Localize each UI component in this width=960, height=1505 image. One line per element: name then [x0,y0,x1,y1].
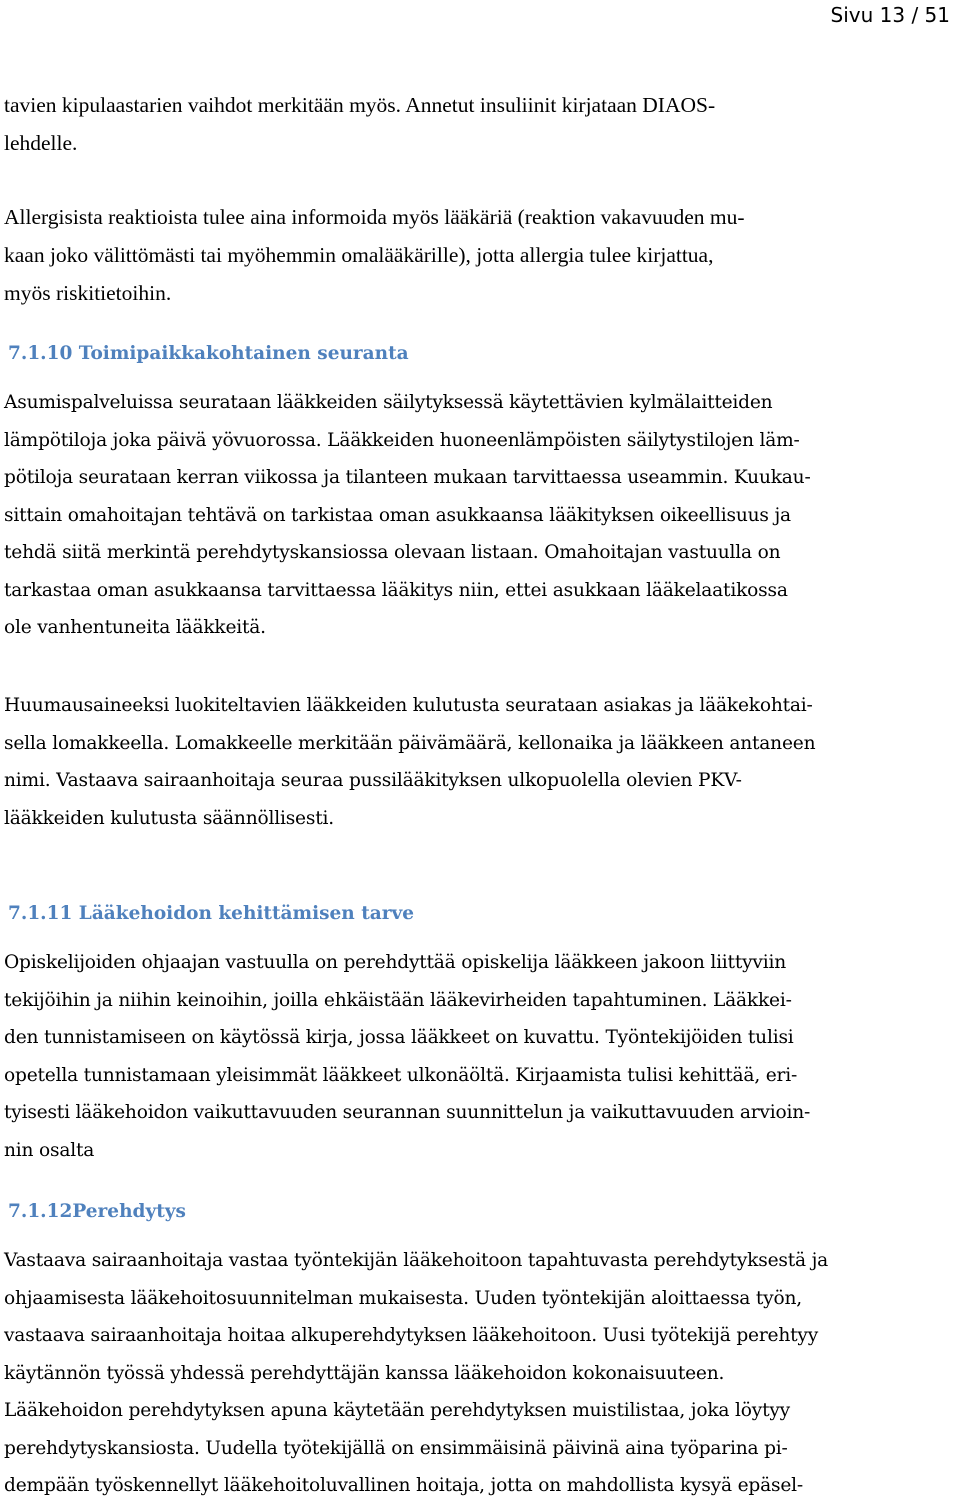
text-line: lämpötiloja joka päivä yövuorossa. Lääkkeiden huoneenlämpöisten säilytystilojen läm- [4,429,800,451]
text-line: kaan joko välittömästi tai myöhemmin omalääkärille), jotta allergia tulee kirjattua, [4,243,714,267]
text-line: nin osalta [4,1139,95,1161]
text-line: sittain omahoitajan tehtävä on tarkistaa oman asukkaansa lääkityksen oikeellisuus ja [4,504,791,526]
text-line: nimi. Vastaava sairaanhoitaja seuraa pussilääkityksen ulkopuolella olevien PKV- [4,770,742,791]
text-line: lehdelle. [4,131,78,155]
text-line: Lääkehoidon perehdytyksen apuna käytetään perehdytyksen muistilistaa, joka löytyy [4,1400,790,1421]
text-line: Asumispalveluissa seurataan lääkkeiden säilytyksessä käytettävien kylmälaitteiden [4,392,773,413]
text-line: opetella tunnistamaan yleisimmät lääkkeet ulkonäöltä. Kirjaamista tulisi kehittää, eri- [4,1064,798,1086]
text-line: perehdytyskansiosta. Uudella työtekijällä on ensimmäisinä päivinä aina työparina pi- [4,1437,788,1459]
text-line: Vastaava sairaanhoitaja vastaa työntekijän lääkehoitoon tapahtuvasta perehdytyksestä ja [4,1250,829,1271]
text-line: tehdä siitä merkintä perehdytyskansiossa olevaan listaan. Omahoitajan vastuulla on [4,542,781,563]
text-line: Huumausaineeksi luokiteltavien lääkkeiden kulutusta seurataan asiakas ja lääkekohtai- [4,695,813,716]
text-line: lääkkeiden kulutusta säännöllisesti. [4,807,334,829]
intro-paragraph-2 [4,198,956,312]
section-heading-7-1-11: 7.1.11 Lääkehoidon kehittämisen tarve [8,903,414,924]
text-line: dempään työskennellyt lääkehoitoluvallinen hoitaja, jotta on mahdollista kysyä epäsel- [4,1475,803,1496]
text-line: tekijöihin ja niihin keinoihin, joilla ehkäistään lääkevirheiden tapahtuminen. Lääkkei- [4,989,792,1011]
section-heading-7-1-10: 7.1.10 Toimipaikkakohtainen seuranta [8,343,409,364]
text-line: sella lomakkeella. Lomakkeelle merkitään päivämäärä, kellonaika ja lääkkeen antaneen [4,732,816,754]
text-line: tyisesti lääkehoidon vaikuttavuuden seurannan suunnittelun ja vaikuttavuuden arvioin- [4,1102,811,1123]
text-line: den tunnistamiseen on käytössä kirja, jossa lääkkeet on kuvattu. Työntekijöiden tulisi [4,1027,794,1048]
text-line: myös riskitietoihin. [4,281,172,305]
text-line: vastaava sairaanhoitaja hoitaa alkuperehdytyksen lääkehoitoon. Uusi työtekijä perehtyy [4,1325,818,1346]
text-line: tarkastaa oman asukkaansa tarvittaessa lääkitys niin, ettei asukkaan lääkelaatikossa [4,579,788,601]
section-7-1-12-paragraph [4,1242,956,1505]
text-line: tavien kipulaastarien vaihdot merkitään myös. Annetut insuliinit kirjataan DIAOS- [4,93,716,117]
section-heading-7-1-12: 7.1.12Perehdytys [8,1201,186,1222]
text-line: ohjaamisesta lääkehoitosuunnitelman mukaisesta. Uuden työntekijän aloittaessa työn, [4,1287,802,1309]
text-line: Opiskelijoiden ohjaajan vastuulla on perehdyttää opiskelija lääkkeen jakoon liittyviin [4,952,786,973]
text-line: käytännön työssä yhdessä perehdyttäjän kanssa lääkehoidon kokonaisuuteen. [4,1362,725,1384]
section-7-1-11-paragraph [4,944,956,1169]
intro-paragraph-1 [4,86,956,162]
text-line: ole vanhentuneita lääkkeitä. [4,617,266,638]
text-line: pötiloja seurataan kerran viikossa ja tilanteen mukaan tarvittaessa useammin. Kuukau- [4,467,811,488]
section-7-1-10-paragraph-1 [4,384,956,647]
text-line: Allergisista reaktioista tulee aina informoida myös lääkäriä (reaktion vakavuuden mu- [4,205,745,229]
section-7-1-10-paragraph-2 [4,687,956,837]
page-number: Sivu 13 / 51 [830,3,950,27]
